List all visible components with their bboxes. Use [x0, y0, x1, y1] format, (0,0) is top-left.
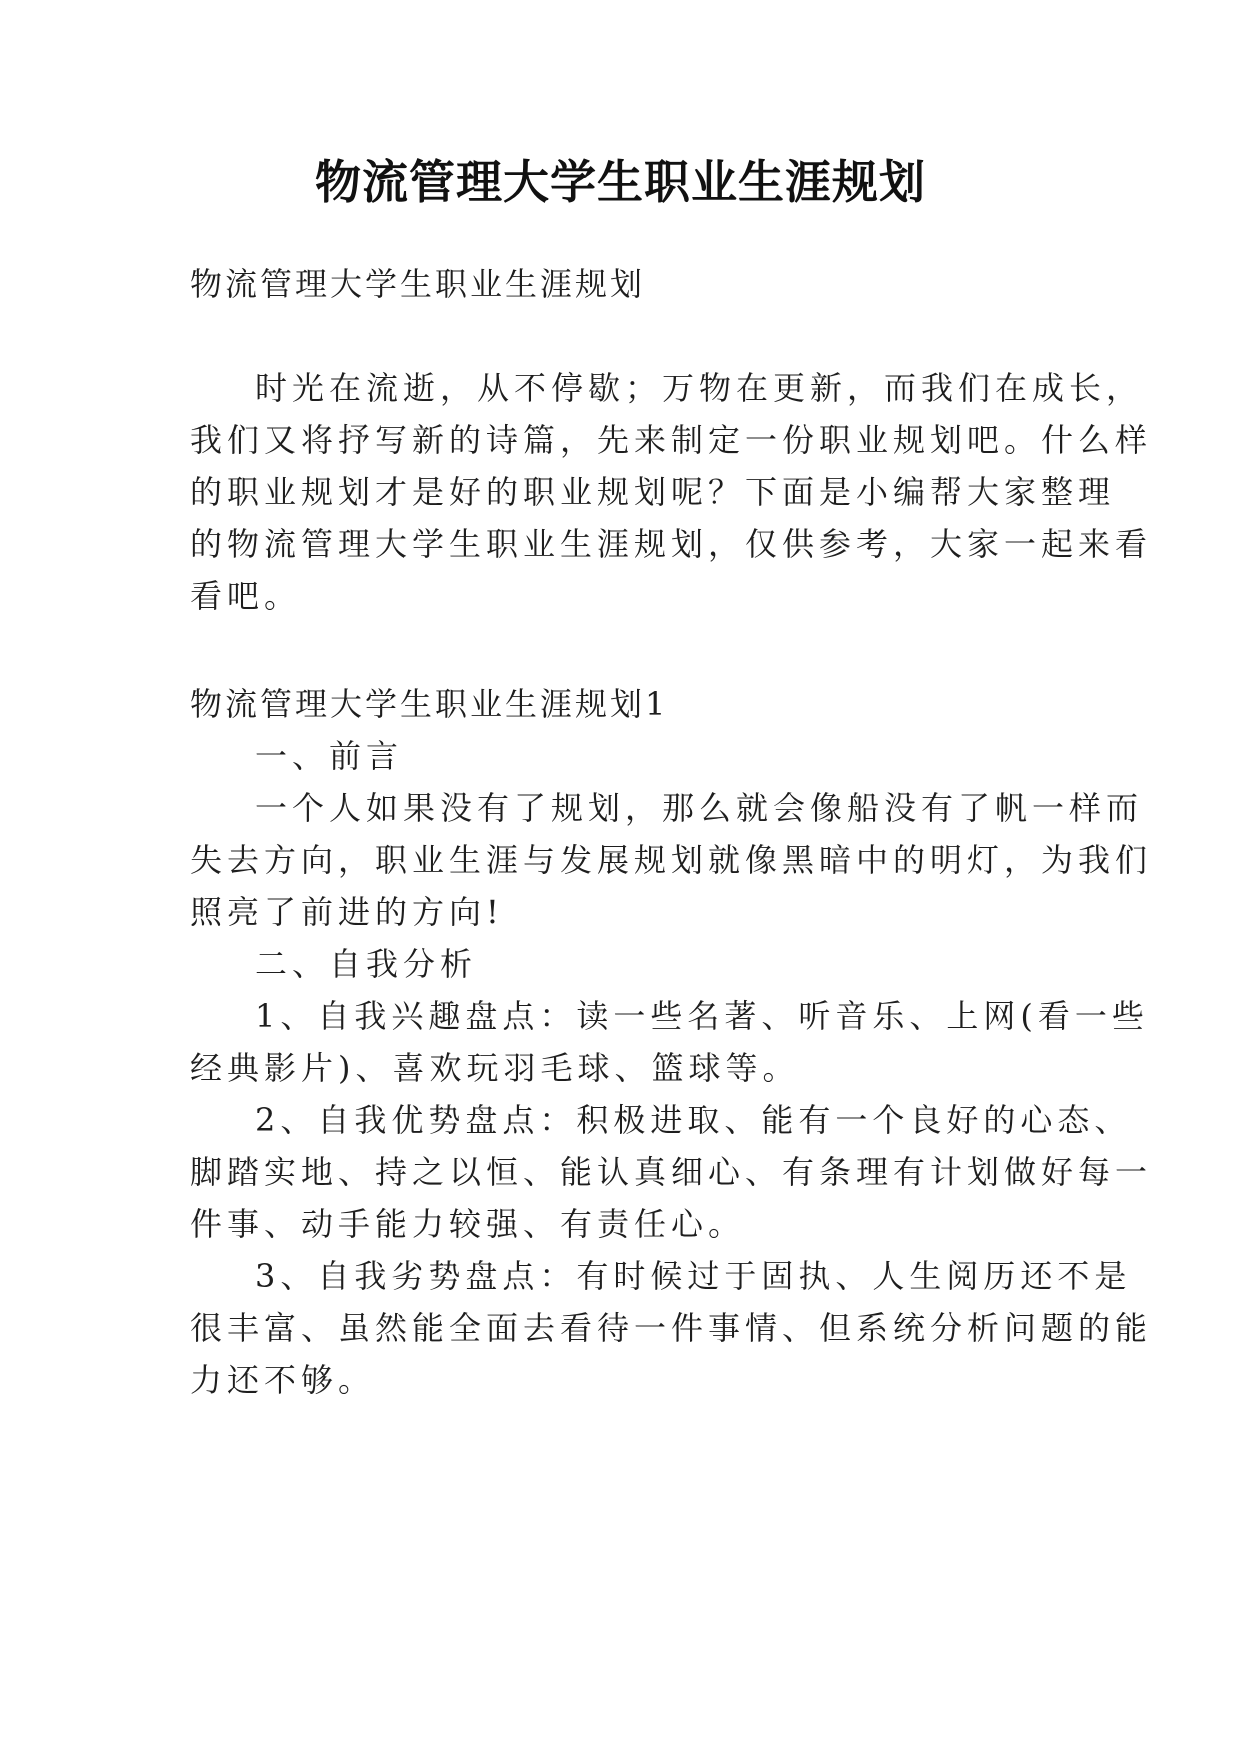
part2-heading: 二、自我分析 [255, 945, 478, 983]
item1-paragraph-line: 1、自我兴趣盘点：读一些名著、听音乐、上网(看一些 [255, 997, 1149, 1035]
item1-paragraph-line: 经典影片)、喜欢玩羽毛球、篮球等。 [190, 1049, 800, 1087]
document-subtitle: 物流管理大学生职业生涯规划 [190, 265, 646, 303]
item3-paragraph-line: 3、自我劣势盘点：有时候过于固执、人生阅历还不是 [255, 1257, 1132, 1295]
intro-paragraph-line: 时光在流逝，从不停歇；万物在更新，而我们在成长， [255, 369, 1144, 407]
part1-paragraph-line: 照亮了前进的方向! [190, 893, 504, 931]
item2-paragraph-line: 2、自我优势盘点：积极进取、能有一个良好的心态、 [255, 1101, 1132, 1139]
part1-paragraph-line: 失去方向，职业生涯与发展规划就像黑暗中的明灯，为我们 [190, 841, 1153, 879]
item2-paragraph-line: 件事、动手能力较强、有责任心。 [190, 1205, 746, 1243]
part1-heading: 一、前言 [255, 737, 404, 775]
intro-paragraph-line: 的职业规划才是好的职业规划呢？下面是小编帮大家整理 [190, 473, 1116, 511]
section-heading: 物流管理大学生职业生涯规划1 [190, 685, 669, 723]
item2-paragraph-line: 脚踏实地、持之以恒、能认真细心、有条理有计划做好每一 [190, 1153, 1153, 1191]
intro-paragraph-line: 我们又将抒写新的诗篇，先来制定一份职业规划吧。什么样 [190, 421, 1153, 459]
document-title: 物流管理大学生职业生涯规划 [315, 155, 926, 209]
intro-paragraph-line: 看吧。 [190, 577, 302, 615]
part1-paragraph-line: 一个人如果没有了规划，那么就会像船没有了帆一样而 [255, 789, 1144, 827]
item3-paragraph-line: 力还不够。 [190, 1361, 376, 1399]
intro-paragraph-line: 的物流管理大学生职业生涯规划，仅供参考，大家一起来看 [190, 525, 1153, 563]
item3-paragraph-line: 很丰富、虽然能全面去看待一件事情、但系统分析问题的能 [190, 1309, 1153, 1347]
